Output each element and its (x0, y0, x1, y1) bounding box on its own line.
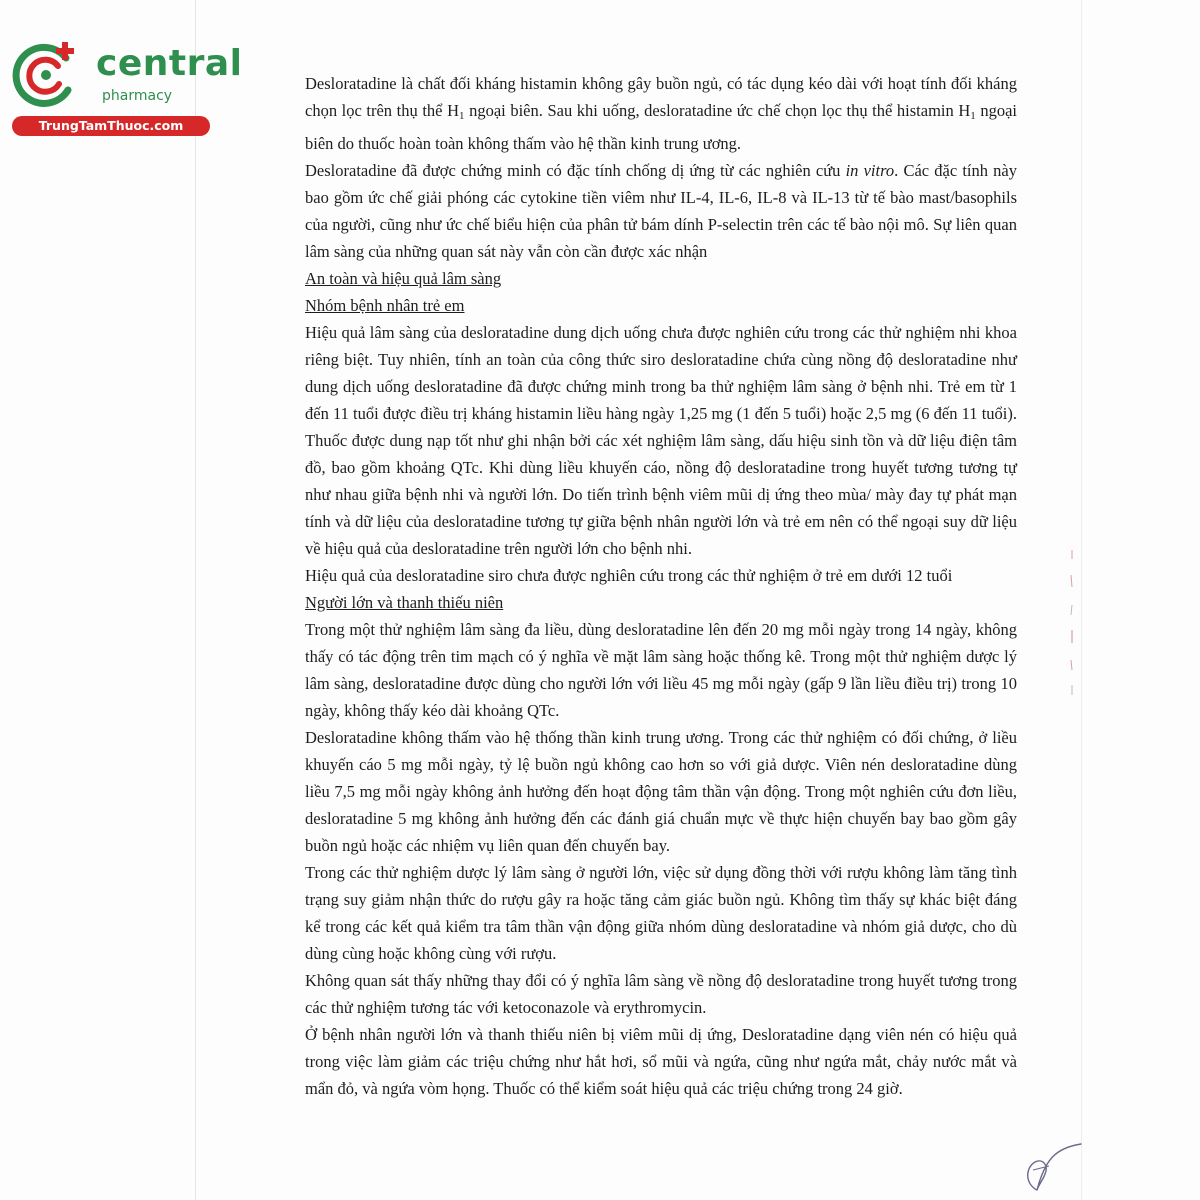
logo-name: central (96, 43, 243, 84)
paragraph-antiallergic-text-a: Desloratadine đã được chứng minh có đặc tính chống dị ứng từ các nghiên cứu (305, 161, 846, 180)
heading-pediatric: Nhóm bệnh nhân trẻ em (305, 296, 465, 315)
paragraph-intro-text-a: Desloratadine là chất đối kháng histamin không gây buồn ngủ, có tác dụng kéo dài với hoạt tính đối kháng chọn lọc trên thụ thể H (305, 74, 1017, 120)
subscript-1: 1 (459, 110, 465, 122)
logo-subtitle: pharmacy (102, 88, 173, 104)
margin-stamp-marks (1066, 545, 1078, 715)
in-vitro-term: in vitro (845, 161, 895, 180)
paragraph-cardiac: Trong một thử nghiệm lâm sàng đa liều, dùng desloratadine lên đến 20 mg mỗi ngày trong 14 ngày, không thấy có tác động trên tim mạch có ý nghĩa về mặt lâm sàng hoặc thống kê. Trong một thử nghiệm dược lý lâm sàng, desloratadine được dùng cho người lớn với liều 45 mg mỗi ngày (gấp 9 lần liều điều trị) trong 10 ngày, không thấy kéo dài khoảng QTc. (305, 620, 1017, 720)
pharmacy-c-cross-icon (10, 38, 82, 110)
page-edge-right (1081, 0, 1082, 1200)
paragraph-alcohol: Trong các thử nghiệm dược lý lâm sàng ở người lớn, việc sử dụng đồng thời với rượu không làm tăng tình trạng suy giảm nhận thức do rượu gây ra hoặc tăng cảm giác buồn ngủ. Không tìm thấy sự khác biệt đáng kể trong các kết quả kiểm tra tâm thần vận động giữa nhóm dùng desloratadine và nhóm giả dược, cho dù dùng cùng hoặc không cùng với rượu. (305, 863, 1017, 963)
heading-adults-adolescents: Người lớn và thanh thiếu niên (305, 593, 504, 612)
heading-safety-efficacy: An toàn và hiệu quả lâm sàng (305, 269, 502, 288)
subscript-1b: 1 (970, 110, 976, 122)
handwritten-signature (1015, 1140, 1085, 1195)
page-edge-left (195, 0, 196, 1200)
paragraph-intro (305, 70, 1017, 157)
paragraph-pediatric: Hiệu quả lâm sàng của desloratadine dung dịch uống chưa được nghiên cứu trong các thử nghiệm nhi khoa riêng biệt. Tuy nhiên, tính an toàn của công thức siro desloratadine chứa cùng nồng độ desloratadine như dung dịch uống desloratadine đã được chứng minh trong ba thử nghiệm lâm sàng ở bệnh nhi. Trẻ em từ 1 đến 11 tuổi được điều trị kháng histamin liều hàng ngày 1,25 mg (1 đến 5 tuổi) hoặc 2,5 mg (6 đến 11 tuổi). Thuốc được dung nạp tốt như ghi nhận bởi các xét nghiệm lâm sàng, dấu hiệu sinh tồn và dữ liệu điện tâm đồ, bao gồm khoảng QTc. Khi dùng liều khuyến cáo, nồng độ desloratadine trong huyết tương tương tự như nhau giữa bệnh nhi và người lớn. Do tiến trình bệnh viêm mũi dị ứng theo mùa/ mày đay tự phát mạn tính và dữ liệu của desloratadine tương tự giữa bệnh nhân người lớn và trẻ em nên có thể ngoại suy dữ liệu về hiệu quả của desloratadine trên người lớn cho bệnh nhi. (305, 323, 1017, 558)
paragraph-intro-text-b: ngoại biên. Sau khi uống, desloratadine ức chế chọn lọc thụ thể histamin H (464, 101, 971, 120)
paragraph-interactions: Không quan sát thấy những thay đổi có ý nghĩa lâm sàng về nồng độ desloratadine trong huyết tương trong các thử nghiệm tương tác với ketoconazole và erythromycin. (305, 971, 1017, 1017)
paragraph-pediatric-syrup: Hiệu quả của desloratadine siro chưa được nghiên cứu trong các thử nghiệm ở trẻ em dưới 12 tuổi (305, 566, 953, 585)
paragraph-cns: Desloratadine không thấm vào hệ thống thần kinh trung ương. Trong các thử nghiệm có đối chứng, ở liều khuyến cáo 5 mg mỗi ngày, tỷ lệ buồn ngủ không cao hơn so với giả dược. Viên nén desloratadine dùng liều 7,5 mg mỗi ngày không ảnh hưởng đến hoạt động tâm thần vận động. Trong một nghiên cứu đơn liều, desloratadine 5 mg không ảnh hưởng đến các đánh giá chuẩn mực về thực hiện chuyến bay bao gồm gây buồn ngủ hoặc các nhiệm vụ liên quan đến chuyến bay. (305, 728, 1017, 855)
paragraph-antiallergic (305, 157, 1017, 265)
paragraph-antiallergic-text-b: . Các đặc tính này bao gồm ức chế giải phóng các cytokine tiền viêm như IL-4, IL-6, IL-8 và IL-13 từ tế bào mast/basophils của người, cũng như ức chế biểu hiện của phân tử bám dính P-selectin trên các tế bào nội mô. Sự liên quan lâm sàng của những quan sát này vẫn còn cần được xác nhận (305, 161, 1018, 261)
logo-website-banner: TrungTamThuoc.com (12, 116, 210, 136)
paragraph-rhinitis: Ở bệnh nhân người lớn và thanh thiếu niên bị viêm mũi dị ứng, Desloratadine dạng viên nén có hiệu quả trong việc làm giảm các triệu chứng như hắt hơi, sổ mũi và ngứa, cũng như ngứa mắt, chảy nước mắt và mẩn đỏ, và ngứa vòm họng. Thuốc có thể kiểm soát hiệu quả các triệu chứng trong 24 giờ. (305, 1025, 1017, 1098)
document-body (305, 70, 1017, 1102)
central-pharmacy-logo (10, 36, 243, 136)
paragraph-intro-text-c: ngoại biên do thuốc hoàn toàn không thấm vào hệ thần kinh trung ương. (305, 101, 1017, 153)
